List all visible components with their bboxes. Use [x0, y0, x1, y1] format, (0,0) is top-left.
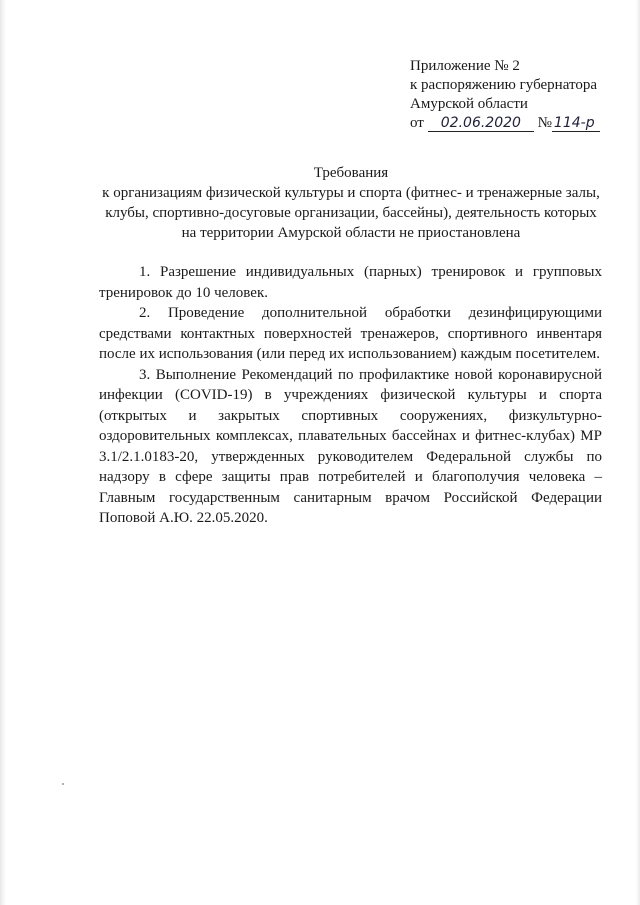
scan-edge-right	[636, 0, 640, 905]
annex-line-1: Приложение № 2	[410, 58, 520, 74]
annex-line-3: Амурской области	[410, 96, 528, 112]
title-line-2: клубы, спортивно-досуговые организации, бассейны), деятельность которых	[105, 205, 597, 221]
annex-number-prefix: №	[537, 115, 552, 131]
annex-header	[410, 57, 630, 133]
title-line-1: к организациям физической культуры и спорта (фитнес- и тренажерные залы,	[102, 185, 600, 201]
scan-edge-left	[0, 0, 6, 905]
scan-speck	[62, 783, 64, 785]
requirements-list	[99, 262, 602, 529]
requirement-item-2: 2. Проведение дополнительной обработки дезинфицирующими средствами контактных поверхностей тренажеров, спортивного инвентаря после их использования (или перед их использованием) каждым посетителем.	[99, 305, 602, 362]
handwritten-date: 02.06.2020	[428, 115, 534, 132]
annex-line-2: к распоряжению губернатора	[410, 77, 597, 93]
annex-from-prefix: от	[410, 115, 424, 131]
requirement-item-3: 3. Выполнение Рекомендаций по профилактике новой коронавирусной инфекции (COVID-19) в учреждениях физической культуры и спорта (открытых и закрытых спортивных сооружениях, физкультурно-оздоровительных комплексах, плавательных бассейнах и фитнес-клубах) МР 3.1/2.1.0183-20, утвержденных руководителем Федеральной службы по надзору в сфере защиты прав потребителей и благополучия человека – Главным государственным санитарным врачом Российской Федерации Поповой А.Ю. 22.05.2020.	[99, 366, 602, 526]
requirement-item-1: 1. Разрешение индивидуальных (парных) тренировок и групповых тренировок до 10 человек.	[99, 264, 602, 301]
document-title	[96, 163, 606, 243]
annex-date-number-line	[410, 114, 630, 133]
title-heading: Требования	[313, 165, 389, 181]
handwritten-number: 114-р	[552, 115, 600, 132]
title-line-3: на территории Амурской области не приостановлена	[181, 225, 521, 241]
